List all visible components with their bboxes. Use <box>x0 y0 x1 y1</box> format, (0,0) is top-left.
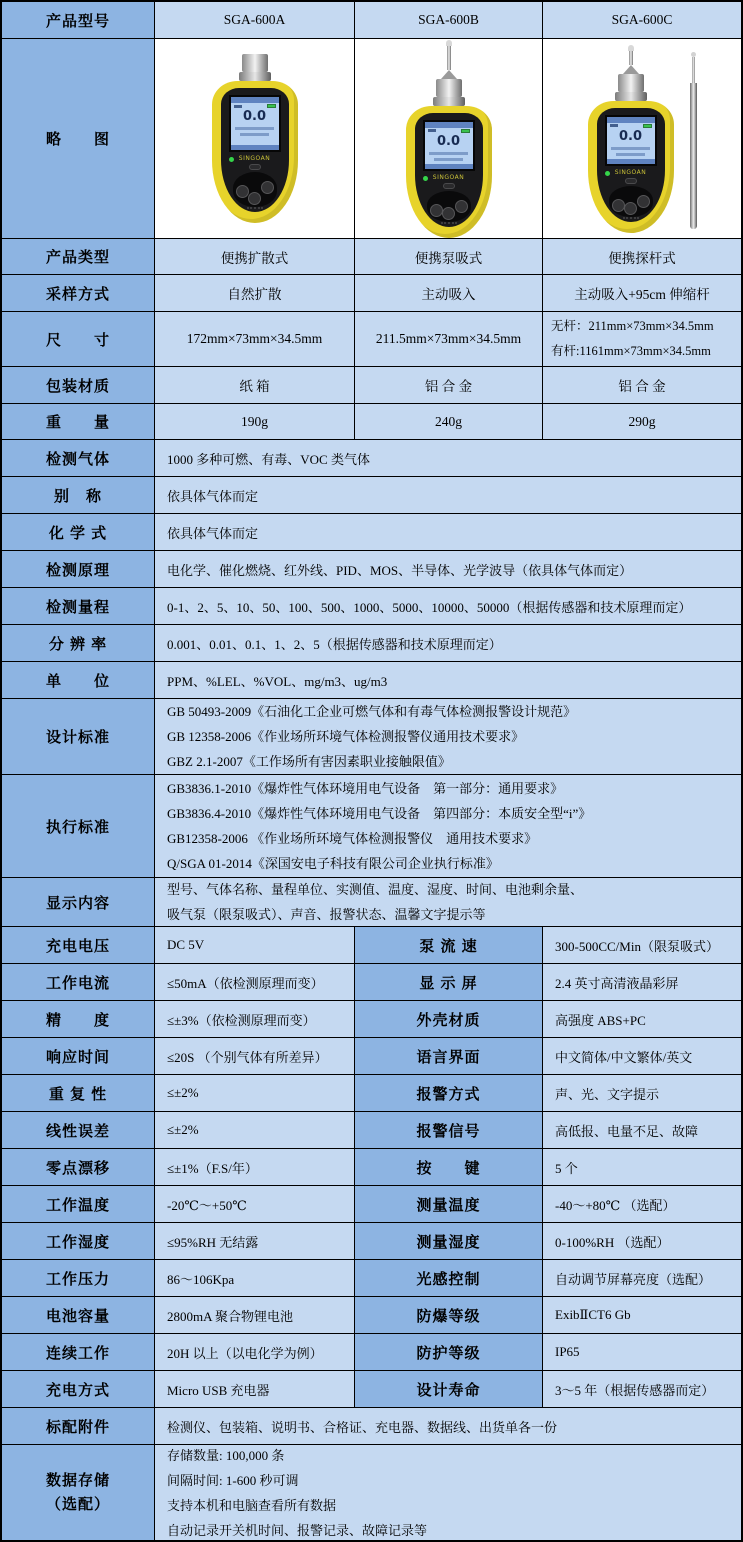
spec-value <box>543 312 741 367</box>
device-probe-type <box>588 45 674 233</box>
keypad <box>233 172 277 207</box>
sensor-cap-base <box>615 92 647 101</box>
display-line: 型号、气体名称、量程单位、实测值、温度、湿度、时间、电池剩余量、 <box>167 882 584 897</box>
row-label: 设计寿命 <box>355 1371 543 1408</box>
screen-info-line <box>240 133 270 136</box>
standard-line: Q/SGA 01-2014《深国安电子科技有限公司企业执行标准》 <box>167 856 499 871</box>
key-right <box>261 181 274 194</box>
row-label: 响应时间 <box>2 1038 155 1075</box>
row-label: 标配附件 <box>2 1408 155 1445</box>
dimension-line: 无杆：211mm×73mm×34.5mm <box>551 319 714 333</box>
row-label: 测量温度 <box>355 1186 543 1223</box>
spec-value: DC 5V <box>155 927 355 964</box>
status-led <box>423 176 428 181</box>
row-label: 工作压力 <box>2 1260 155 1297</box>
spec-value: 290g <box>543 404 741 440</box>
spec-value: ≤50mA（依检测原理而变） <box>155 964 355 1001</box>
keypad <box>609 186 653 217</box>
device-body <box>212 81 298 223</box>
brand-row <box>221 155 289 162</box>
spec-value: 2800mA 聚合物锂电池 <box>155 1297 355 1334</box>
row-label: 显 示 屏 <box>355 964 543 1001</box>
spec-value: -40～+80℃ （选配） <box>543 1186 741 1223</box>
spec-value: 自动调节屏幕亮度（选配） <box>543 1260 741 1297</box>
spec-value: 0.001、0.01、0.1、1、2、5（根据传感器和技术原理而定） <box>155 625 741 662</box>
spec-value: 高低报、电量不足、故障 <box>543 1112 741 1149</box>
spec-value: ≤±2% <box>155 1112 355 1149</box>
row-label: 防护等级 <box>355 1334 543 1371</box>
row-label: 重 量 <box>2 404 155 440</box>
display-line: 吸气泵（限泵吸式）、声音、报警状态、温馨文字提示等 <box>167 907 486 922</box>
screen-info-line <box>429 152 467 155</box>
battery-icon <box>461 129 470 133</box>
spec-value: 自然扩散 <box>155 275 355 312</box>
spec-value: 纸 箱 <box>155 367 355 404</box>
brand-label: SINGOAN <box>614 168 647 176</box>
brand-label: SINGOAN <box>238 154 271 162</box>
header-label: 产品型号 <box>2 2 155 39</box>
screen-timebar <box>607 159 655 164</box>
device-face <box>221 88 289 212</box>
spec-value: ≤95%RH 无结露 <box>155 1223 355 1260</box>
row-label: 重 复 性 <box>2 1075 155 1112</box>
header-row <box>2 2 741 39</box>
spec-value: 铝 合 金 <box>543 367 741 404</box>
spec-value: 声、光、文字提示 <box>543 1075 741 1112</box>
row-label: 报警方式 <box>355 1075 543 1112</box>
rod-lower-section <box>690 83 697 229</box>
spec-row-formula <box>2 514 741 551</box>
spec-row-packaging <box>2 367 741 404</box>
device-diffusion <box>212 54 298 223</box>
speaker-holes <box>623 217 639 219</box>
brand-label: SINGOAN <box>432 173 465 181</box>
spec-value: 主动吸入 <box>355 275 543 312</box>
spec-row-zero-drift <box>2 1149 741 1186</box>
spec-value: 190g <box>155 404 355 440</box>
row-label: 检测原理 <box>2 551 155 588</box>
spec-value: 1000 多种可燃、有毒、VOC 类气体 <box>155 440 741 477</box>
spec-row-accessories <box>2 1408 741 1445</box>
rod-upper-section <box>692 57 695 83</box>
screen-info-line <box>616 153 646 156</box>
spec-value: 主动吸入+95cm 伸缩杆 <box>543 275 741 312</box>
model-sga-600c: SGA-600C <box>543 2 741 39</box>
screen-reading: 0.0 <box>618 128 643 144</box>
speaker-holes <box>441 222 457 224</box>
row-label: 设计标准 <box>2 699 155 775</box>
product-photo-600c <box>543 39 741 239</box>
storage-line: 支持本机和电脑查看所有数据 <box>167 1497 337 1513</box>
spec-value: Micro USB 充电器 <box>155 1371 355 1408</box>
key-enter <box>624 202 637 215</box>
standard-line: GB 50493-2009《石油化工企业可燃气体和有毒气体检测报警设计规范》 <box>167 704 577 719</box>
standard-line: GB3836.1-2010《爆炸性气体环境用电气设备 第一部分：通用要求》 <box>167 781 564 796</box>
spec-value: ExibⅡCT6 Gb <box>543 1297 741 1334</box>
speaker-icon <box>428 129 436 132</box>
brand-row <box>415 174 483 181</box>
spec-value: ≤±2% <box>155 1075 355 1112</box>
key-left <box>236 185 249 198</box>
row-label: 单 位 <box>2 662 155 699</box>
spec-value: 便携扩散式 <box>155 239 355 275</box>
spec-value: ≤±1%（F.S/年） <box>155 1149 355 1186</box>
row-label: 防爆等级 <box>355 1297 543 1334</box>
spec-value: 0-100%RH （选配） <box>543 1223 741 1260</box>
key-right <box>455 200 468 213</box>
spec-value: 便携泵吸式 <box>355 239 543 275</box>
spec-row-principle <box>2 551 741 588</box>
spec-value: 铝 合 金 <box>355 367 543 404</box>
spec-value: 电化学、催化燃烧、红外线、PID、MOS、半导体、光学波导（依具体气体而定） <box>155 551 741 588</box>
row-label: 工作温度 <box>2 1186 155 1223</box>
spec-row-linearity <box>2 1112 741 1149</box>
sensor-cap-base <box>239 72 271 81</box>
spec-value <box>155 699 741 775</box>
menu-button <box>443 183 455 189</box>
row-label: 化 学 式 <box>2 514 155 551</box>
screen-timebar <box>231 145 279 150</box>
spec-row-repeatability <box>2 1075 741 1112</box>
product-photo-600a <box>155 39 355 239</box>
pump-probe <box>447 46 451 70</box>
spec-row-design-standards <box>2 699 741 775</box>
row-label: 电池容量 <box>2 1297 155 1334</box>
speaker-icon <box>610 124 618 127</box>
standard-line: GBZ 2.1-2007《工作场所有害因素职业接触限值》 <box>167 754 451 769</box>
device-screen <box>229 95 281 152</box>
device-screen <box>605 115 657 166</box>
spec-row-runtime <box>2 1334 741 1371</box>
status-led <box>229 157 234 162</box>
sensor-cap <box>436 79 462 97</box>
device-pump <box>406 40 492 238</box>
spec-value: 中文简体/中文繁体/英文 <box>543 1038 741 1075</box>
spec-value: 5 个 <box>543 1149 741 1186</box>
device-screen <box>423 120 475 171</box>
spec-row-charge-voltage <box>2 927 741 964</box>
device-face <box>415 113 483 227</box>
row-label: 工作电流 <box>2 964 155 1001</box>
spec-value: -20℃～+50℃ <box>155 1186 355 1223</box>
key-right <box>637 195 650 208</box>
spec-row-work-humidity <box>2 1223 741 1260</box>
spec-value: ≤20S （个别气体有所差异） <box>155 1038 355 1075</box>
spec-value: 86～106Kpa <box>155 1260 355 1297</box>
status-led <box>605 171 610 176</box>
probe-funnel <box>441 70 457 79</box>
spec-row-current <box>2 964 741 1001</box>
sensor-cap-base <box>433 97 465 106</box>
row-label: 零点漂移 <box>2 1149 155 1186</box>
row-label: 泵 流 速 <box>355 927 543 964</box>
spec-value <box>155 878 741 927</box>
spec-value: PPM、%LEL、%VOL、mg/m3、ug/m3 <box>155 662 741 699</box>
spec-row-charging <box>2 1371 741 1408</box>
spec-row-sampling <box>2 275 741 312</box>
spec-row-work-pressure <box>2 1260 741 1297</box>
key-enter <box>248 192 261 205</box>
row-label: 报警信号 <box>355 1112 543 1149</box>
device-face <box>597 108 665 222</box>
speaker-holes <box>247 207 263 209</box>
speaker-icon <box>234 105 242 108</box>
row-label: 光感控制 <box>355 1260 543 1297</box>
row-label: 语言界面 <box>355 1038 543 1075</box>
spec-value: 3～5 年（根据传感器而定） <box>543 1371 741 1408</box>
battery-icon <box>643 124 652 128</box>
storage-line: 存储数量: 100,000 条 <box>167 1447 285 1463</box>
dimension-line: 有杆:1161mm×73mm×34.5mm <box>551 344 711 358</box>
spec-row-range <box>2 588 741 625</box>
sketch-label: 略 图 <box>2 39 155 239</box>
keypad <box>427 191 471 222</box>
spec-value: 检测仪、包装箱、说明书、合格证、充电器、数据线、出货单各一份 <box>155 1408 741 1445</box>
pump-probe <box>629 51 633 65</box>
screen-reading: 0.0 <box>436 133 461 149</box>
spec-row-resolution <box>2 625 741 662</box>
model-sga-600a: SGA-600A <box>155 2 355 39</box>
sketch-row <box>2 39 741 239</box>
row-label: 分 辨 率 <box>2 625 155 662</box>
row-label: 检测量程 <box>2 588 155 625</box>
key-left <box>612 199 625 212</box>
storage-line: 间隔时间: 1-600 秒可调 <box>167 1472 299 1488</box>
spec-row-data-storage <box>2 1445 741 1540</box>
standard-line: GB3836.4-2010《爆炸性气体环境用电气设备 第四部分：本质安全型“i”》 <box>167 806 592 821</box>
spec-row-dimensions <box>2 312 741 367</box>
spec-row-display-content <box>2 878 741 927</box>
spec-value: 0-1、2、5、10、50、100、500、1000、5000、10000、50000（根据传感器和技术原理而定） <box>155 588 741 625</box>
spec-value: 高强度 ABS+PC <box>543 1001 741 1038</box>
spec-value: ≤±3%（依检测原理而变） <box>155 1001 355 1038</box>
row-label: 连续工作 <box>2 1334 155 1371</box>
row-label: 产品类型 <box>2 239 155 275</box>
row-label: 执行标准 <box>2 775 155 878</box>
spec-value: 20H 以上（以电化学为例） <box>155 1334 355 1371</box>
label-line: 数据存储 <box>45 1471 110 1489</box>
sensor-cap <box>618 74 644 92</box>
spec-row-exec-standards <box>2 775 741 878</box>
device-body <box>406 106 492 238</box>
row-label <box>2 1445 155 1540</box>
row-label: 显示内容 <box>2 878 155 927</box>
spec-row-product-type <box>2 239 741 275</box>
spec-row-gases <box>2 440 741 477</box>
row-label: 检测气体 <box>2 440 155 477</box>
row-label: 别 称 <box>2 477 155 514</box>
key-left <box>430 204 443 217</box>
row-label: 工作湿度 <box>2 1223 155 1260</box>
spec-value: IP65 <box>543 1334 741 1371</box>
screen-timebar <box>425 164 473 169</box>
product-photo-600b <box>355 39 543 239</box>
key-enter <box>442 207 455 220</box>
spec-value: 2.4 英寸高清液晶彩屏 <box>543 964 741 1001</box>
menu-button <box>625 178 637 184</box>
screen-info-line <box>611 147 649 150</box>
standard-line: GB12358-2006 《作业场所环境气体检测报警仪 通用技术要求》 <box>167 831 538 846</box>
spec-value: 240g <box>355 404 543 440</box>
row-label: 充电电压 <box>2 927 155 964</box>
row-label: 测量湿度 <box>355 1223 543 1260</box>
spec-row-units <box>2 662 741 699</box>
spec-value: 172mm×73mm×34.5mm <box>155 312 355 367</box>
spec-row-alias <box>2 477 741 514</box>
telescopic-rod <box>690 52 697 229</box>
brand-row <box>597 169 665 176</box>
spec-value: 300-500CC/Min（限泵吸式） <box>543 927 741 964</box>
screen-info-line <box>235 127 273 130</box>
spec-row-weight <box>2 404 741 440</box>
spec-value: 依具体气体而定 <box>155 514 741 551</box>
screen-info-line <box>434 158 464 161</box>
spec-value: 211.5mm×73mm×34.5mm <box>355 312 543 367</box>
probe-funnel <box>623 65 639 74</box>
sensor-cap <box>242 54 268 72</box>
spec-value: 便携探杆式 <box>543 239 741 275</box>
spec-value <box>155 775 741 878</box>
row-label: 充电方式 <box>2 1371 155 1408</box>
spec-value: 依具体气体而定 <box>155 477 741 514</box>
spec-row-work-temp <box>2 1186 741 1223</box>
standard-line: GB 12358-2006《作业场所环境气体检测报警仪通用技术要求》 <box>167 729 525 744</box>
label-line: （选配） <box>45 1495 110 1513</box>
model-sga-600b: SGA-600B <box>355 2 543 39</box>
row-label: 包装材质 <box>2 367 155 404</box>
row-label: 外壳材质 <box>355 1001 543 1038</box>
device-body <box>588 101 674 233</box>
row-label: 采样方式 <box>2 275 155 312</box>
menu-button <box>249 164 261 171</box>
spec-row-accuracy <box>2 1001 741 1038</box>
screen-reading: 0.0 <box>242 109 267 124</box>
spec-row-battery <box>2 1297 741 1334</box>
row-label: 精 度 <box>2 1001 155 1038</box>
row-label: 尺 寸 <box>2 312 155 367</box>
battery-icon <box>267 104 276 108</box>
spec-row-response-time <box>2 1038 741 1075</box>
row-label: 线性误差 <box>2 1112 155 1149</box>
storage-line: 自动记录开关机时间、报警记录、故障记录等 <box>167 1522 428 1538</box>
spec-value <box>155 1445 741 1540</box>
row-label: 按 键 <box>355 1149 543 1186</box>
